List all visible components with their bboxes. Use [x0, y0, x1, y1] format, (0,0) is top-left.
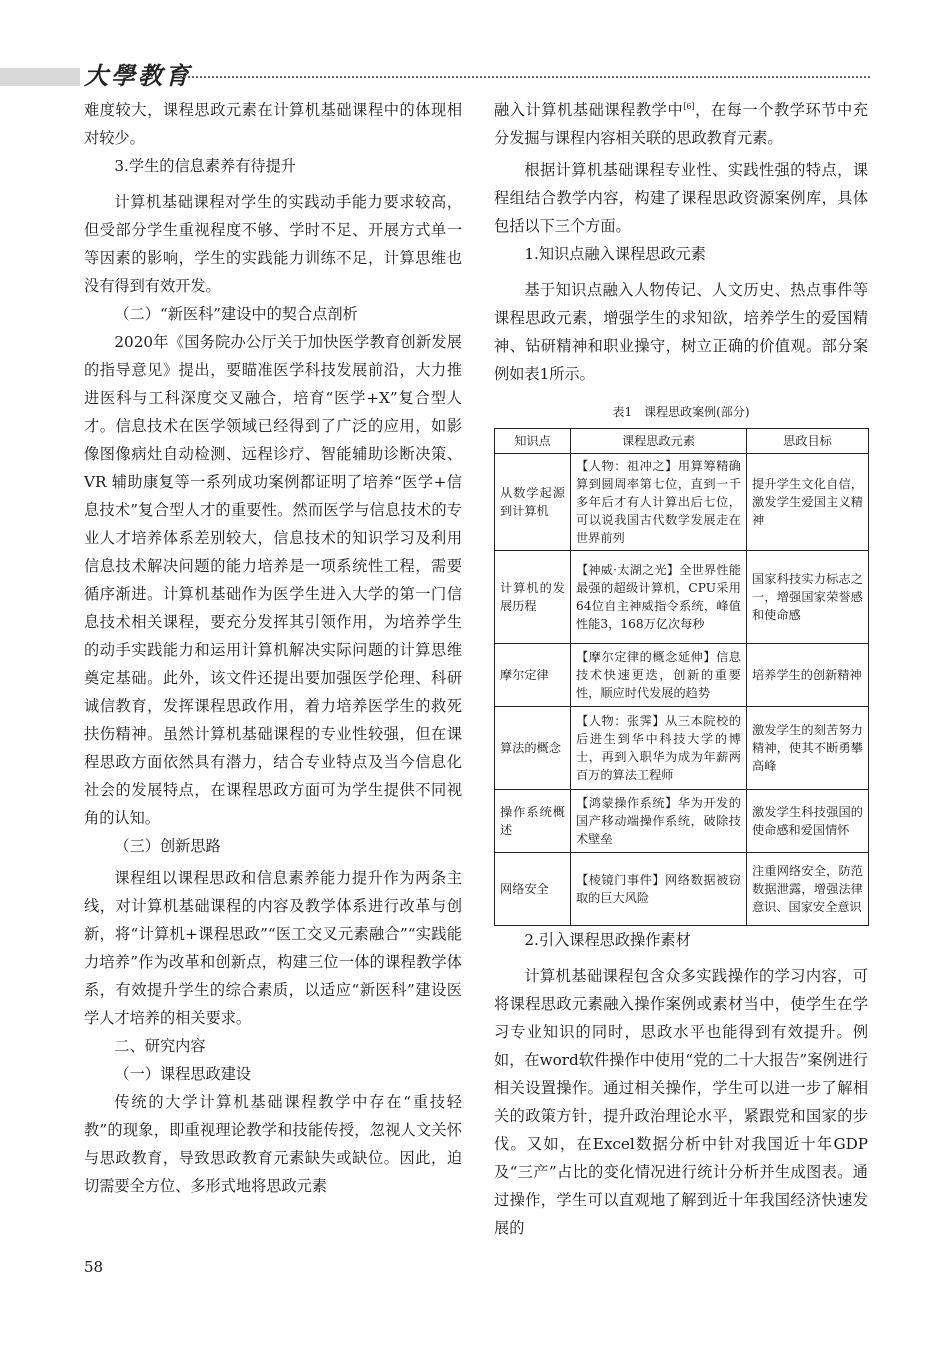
knowledge-point-cell: 计算机的发展历程: [495, 551, 571, 644]
section-heading: [84, 152, 462, 180]
paragraph: [84, 1088, 462, 1200]
paragraph: [84, 328, 462, 832]
goal-cell: 培养学生的创新精神: [747, 644, 869, 707]
paragraph-text: ，在每一个教学环节中充分发掘与课程内容相关联的思政教育元素。: [494, 101, 869, 147]
case-table: [494, 428, 869, 926]
table-header-row: [495, 429, 869, 454]
paragraph: [84, 864, 462, 1032]
page-number: 58: [84, 1258, 104, 1276]
element-cell: 【棱镜门事件】网络数据被窃取的巨大风险: [571, 853, 747, 926]
right-column-bottom-text: [494, 926, 868, 1242]
table-caption: 表1 课程思政案例(部分): [612, 405, 750, 419]
header-dotted-rule: [180, 76, 870, 78]
table-header-cell: 知识点: [495, 429, 571, 454]
paragraph: [84, 188, 462, 300]
paragraph-text: 根据计算机基础课程专业性、实践性强的特点，课程组结合教学内容，构建了课程思政资源案例库，具体包括以下三个方面。: [494, 161, 868, 235]
header-gray-bar: [0, 68, 80, 86]
paragraph: [494, 96, 868, 152]
goal-cell: 国家科技实力标志之一，增强国家荣誉感和使命感: [747, 551, 869, 644]
right-column: [494, 96, 868, 1242]
element-cell: 【人物：张霁】从三本院校的后进生到华中科技大学的博士，再到入职华为成为年薪两百万的算法工程师: [571, 707, 747, 790]
knowledge-point-cell: 从数学起源到计算机: [495, 454, 571, 551]
section-heading: [494, 240, 868, 268]
knowledge-point-cell: 网络安全: [495, 853, 571, 926]
journal-logo: 大學教育: [84, 61, 192, 90]
goal-cell: 注重网络安全，防范数据泄露，增强法律意识、国家安全意识: [747, 853, 869, 926]
element-cell: 【鸿蒙操作系统】华为开发的国产移动端操作系统，破除技术壁垒: [571, 790, 747, 853]
paragraph-text: 融入计算机基础课程教学中: [494, 101, 684, 119]
paragraph-text: 基于知识点融入人物传记、人文历史、热点事件等课程思政元素，增强学生的求知欲，培养学生的爱国精神、钻研精神和职业操守，树立正确的价值观。部分案例如表1所示。: [494, 281, 868, 383]
goal-cell: 激发学生科技强国的使命感和爱国情怀: [747, 790, 869, 853]
spacer: [494, 268, 868, 276]
paragraph-text: 1.知识点融入课程思政元素: [524, 245, 706, 263]
paragraph-text: 课程组以课程思政和信息素养能力提升作为两条主线，对计算机基础课程的内容及教学体系进行改革与创新，将“计算机+课程思政”“医工交叉元素融合”“实践能力培养”作为改革和创新点，构建三位一体的课程教学体系，有效提升学生的综合素质，以适应“新医科”建设医学人才培养的相关要求。: [84, 869, 462, 1027]
paragraph-text: 3.学生的信息素养有待提升: [114, 157, 296, 175]
spacer: [84, 180, 462, 188]
knowledge-point-cell: 算法的概念: [495, 707, 571, 790]
table-header-cell: 思政目标: [747, 429, 869, 454]
knowledge-point-cell: 操作系统概述: [495, 790, 571, 853]
paragraph-text: 计算机基础课程对学生的实践动手能力要求较高，但受部分学生重视程度不够、学时不足、开展方式单一等因素的影响，学生的实践能力训练不足，计算思维也没有得到有效开发。: [84, 193, 462, 295]
section-heading: [84, 300, 462, 328]
citation-mark: [6]: [683, 102, 695, 111]
table-row: [495, 790, 869, 853]
right-column-top-text: [494, 96, 868, 388]
table-header-cell: 课程思政元素: [571, 429, 747, 454]
section-heading: [494, 926, 868, 954]
table-row: [495, 707, 869, 790]
paragraph-text: （三）创新思路: [114, 837, 221, 855]
paragraph-text: 传统的大学计算机基础课程教学中存在“重技轻教”的现象，即重视理论教学和技能传授，忽视人文关怀与思政教育，导致思政教育元素缺失或缺位。因此，迫切需要全方位、多形式地将思政元素: [84, 1093, 462, 1195]
goal-cell: 激发学生的刻苦努力精神，使其不断勇攀高峰: [747, 707, 869, 790]
section-heading: [84, 832, 462, 860]
page-header: [0, 46, 950, 96]
table-row: [495, 644, 869, 707]
paragraph-text: （二）“新医科”建设中的契合点剖析: [114, 305, 358, 323]
section-heading: [84, 1032, 462, 1060]
paragraph-text: 2020年《国务院办公厅关于加快医学教育创新发展的指导意见》提出，要瞄准医学科技发展前沿，大力推进医科与工科深度交叉融合，培育“医学+X”复合型人才。信息技术在医学领域已经得到了广泛的应用，如影像图像病灶自动检测、远程诊疗、智能辅助诊断决策、VR 辅助康复等一系列成功案例都证明了培养“医学+信息技术”复合型人才的重要性。然而医学与信息技术的专业人才培养体系差别较大，信息技术的知识学习及利用信息技术解决问题的能力培养是一项系统性工程，需要循序渐进。计算机基础作为医学生进入大学的第一门信息技术相关课程，要充分发挥其引领作用，为培养学生的动手实践能力和运用计算机解决实际问题的计算思维奠定基础。此外，该文件还提出要加强医学伦理、科研诚信教育，发挥课程思政作用，着力培养医学生的救死扶伤精神。虽然计算机基础课程的专业性较强，但在课程思政方面依然具有潜力，结合专业特点及当今信息化社会的发展特点，在课程思政方面可为学生提供不同视角的认知。: [84, 333, 462, 827]
section-heading: [84, 1060, 462, 1088]
paragraph: [494, 962, 868, 1242]
paragraph-text: 2.引入课程思政操作素材: [524, 931, 691, 949]
table-row: [495, 551, 869, 644]
goal-cell: 提升学生文化自信，激发学生爱国主义精神: [747, 454, 869, 551]
table-row: [495, 454, 869, 551]
paragraph-text: 难度较大，课程思政元素在计算机基础课程中的体现相对较少。: [84, 101, 462, 147]
paragraph-text: （一）课程思政建设: [114, 1065, 252, 1083]
paragraph: [84, 96, 462, 152]
spacer: [494, 954, 868, 962]
element-cell: 【摩尔定律的概念延伸】信息技术快速更迭，创新的重要性，顺应时代发展的趋势: [571, 644, 747, 707]
knowledge-point-cell: 摩尔定律: [495, 644, 571, 707]
left-column: [84, 96, 462, 1200]
paragraph: [494, 156, 868, 240]
element-cell: 【神威·太湖之光】全世界性能最强的超级计算机，CPU采用64位自主神威指令系统，峰值性能3，168万亿次每秒: [571, 551, 747, 644]
table-row: [495, 853, 869, 926]
paragraph-text: 计算机基础课程包含众多实践操作的学习内容，可将课程思政元素融入操作案例或素材当中，使学生在学习专业知识的同时，思政水平也能得到有效提升。例如，在word软件操作中使用“党的二十大报告”案例进行相关设置操作。通过相关操作，学生可以进一步了解相关的政策方针，提升政治理论水平，紧跟党和国家的步伐。又如，在Excel数据分析中针对我国近十年GDP 及“三产”占比的变化情况进行统计分析并生成图表。通过操作，学生可以直观地了解到近十年我国经济快速发展的: [494, 967, 868, 1237]
element-cell: 【人物：祖冲之】用算筹精确算到圆周率第七位，直到一千多年后才有人计算出后七位，可以说我国古代数学发展走在世界前列: [571, 454, 747, 551]
paragraph: [494, 276, 868, 388]
paragraph-text: 二、研究内容: [114, 1037, 206, 1055]
